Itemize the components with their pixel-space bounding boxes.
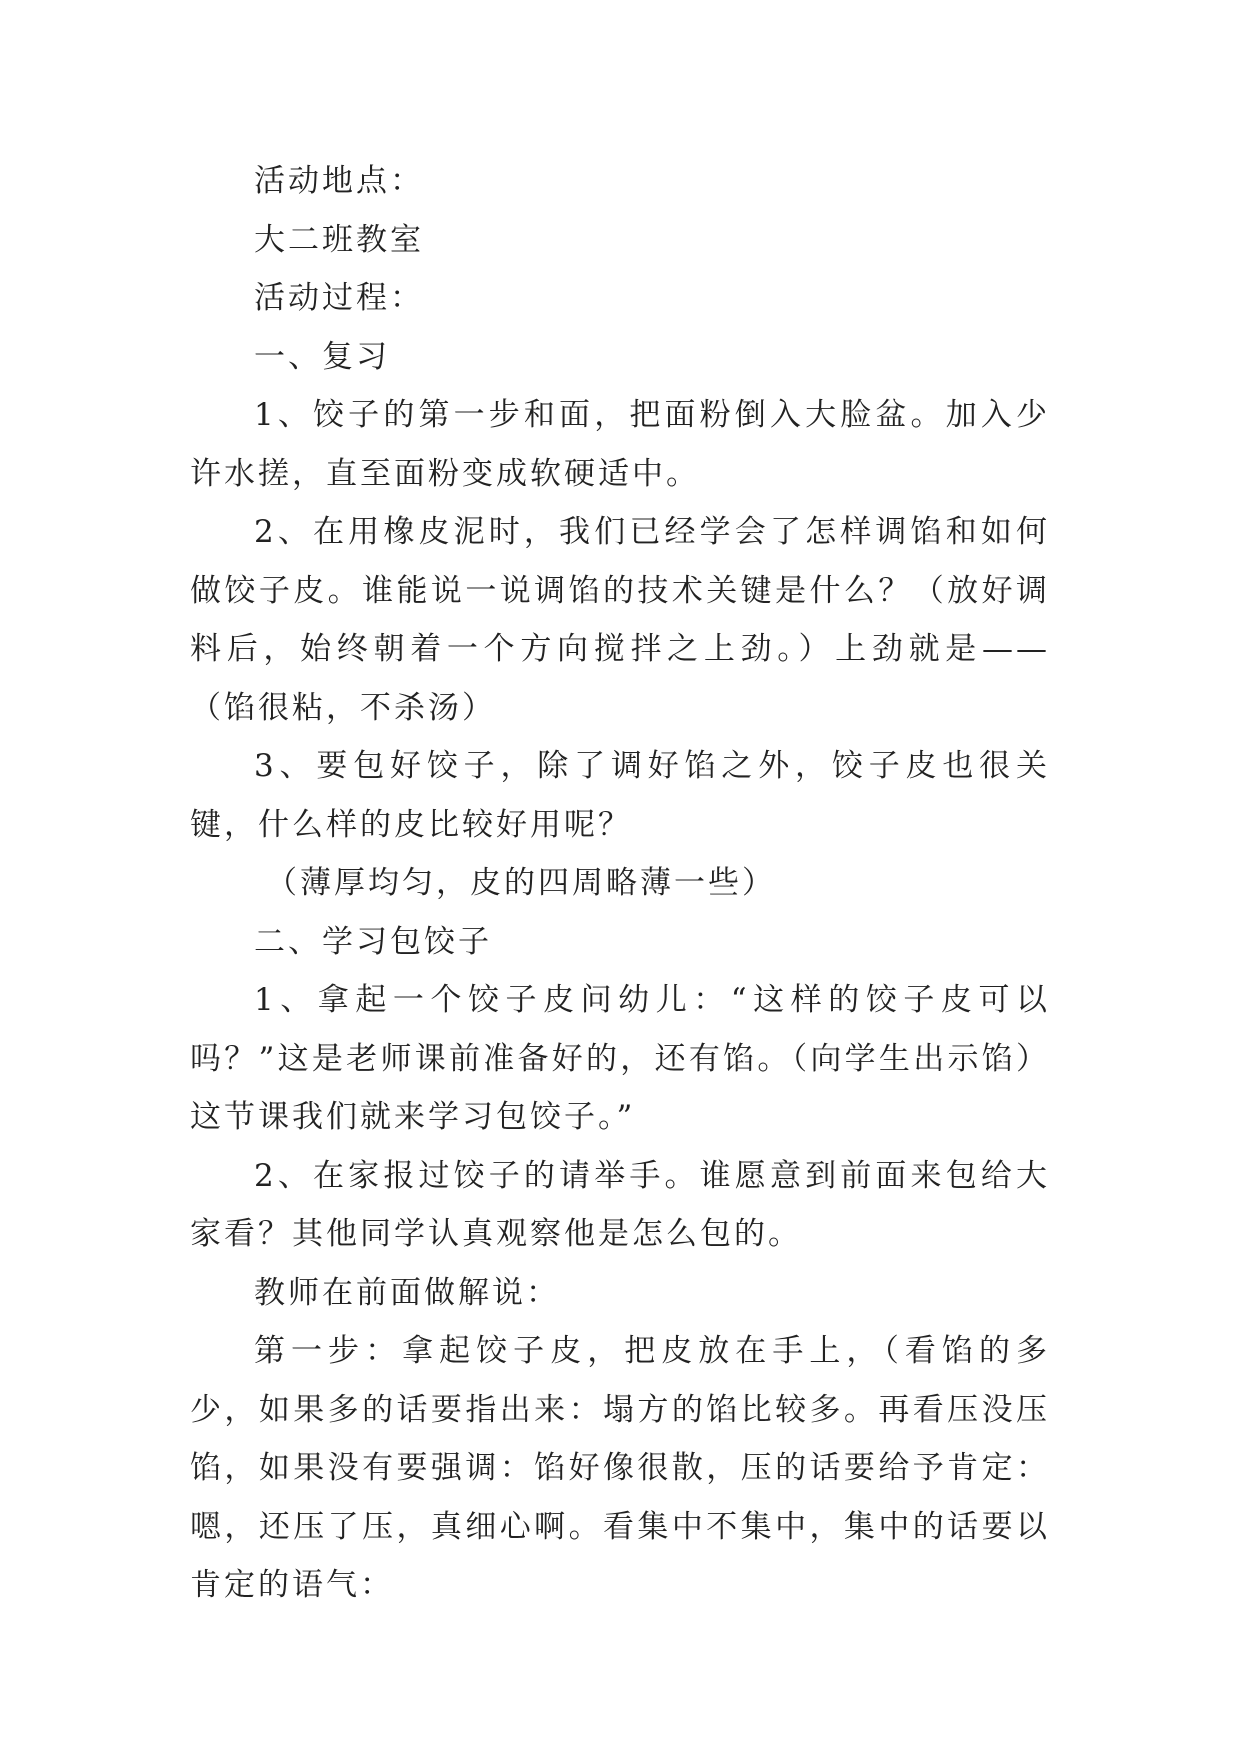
paragraph-review-step-1: 1、饺子的第一步和面，把面粉倒入大脸盆。加入少许水搓，直至面粉变成软硬适中。: [190, 397, 1050, 492]
section-heading-review: 一、复习: [254, 338, 390, 375]
document-page: [190, 152, 1050, 1615]
paragraph-review-note: （薄厚均匀，皮的四周略薄一些）: [266, 865, 776, 901]
paragraph-review-step-2: 2、在用橡皮泥时，我们已经学会了怎样调馅和如何做饺子皮。谁能说一说调馅的技术关键是什么？（放好调料后，始终朝着一个方向搅拌之上劲。）上劲就是——（馅很粘，不杀汤）: [190, 514, 1050, 726]
paragraph-activity-location: 大二班教室: [254, 221, 424, 258]
paragraph-review-step-3: 3、要包好饺子，除了调好馅之外，饺子皮也很关键，什么样的皮比较好用呢？: [190, 748, 1050, 843]
paragraph-teacher-explain: 教师在前面做解说：: [254, 1274, 560, 1311]
section-heading-learn: 二、学习包饺子: [254, 923, 492, 960]
paragraph-activity-location-label: 活动地点：: [254, 163, 424, 199]
paragraph-first-step: 第一步：拿起饺子皮，把皮放在手上，（看馅的多少，如果多的话要指出来：塌方的馅比较多。再看压没压馅，如果没有要强调：馅好像很散，压的话要给予肯定：嗯，还压了压，真细心啊。看集中不集中，集中的话要以肯定的语气：: [190, 1333, 1050, 1603]
paragraph-activity-process-label: 活动过程：: [254, 280, 424, 316]
paragraph-learn-step-2: 2、在家报过饺子的请举手。谁愿意到前面来包给大家看？其他同学认真观察他是怎么包的。: [190, 1157, 1050, 1252]
paragraph-learn-step-1: 1、拿起一个饺子皮问幼儿：“这样的饺子皮可以吗？”这是老师课前准备好的，还有馅。（向学生出示馅）这节课我们就来学习包饺子。”: [190, 982, 1050, 1135]
